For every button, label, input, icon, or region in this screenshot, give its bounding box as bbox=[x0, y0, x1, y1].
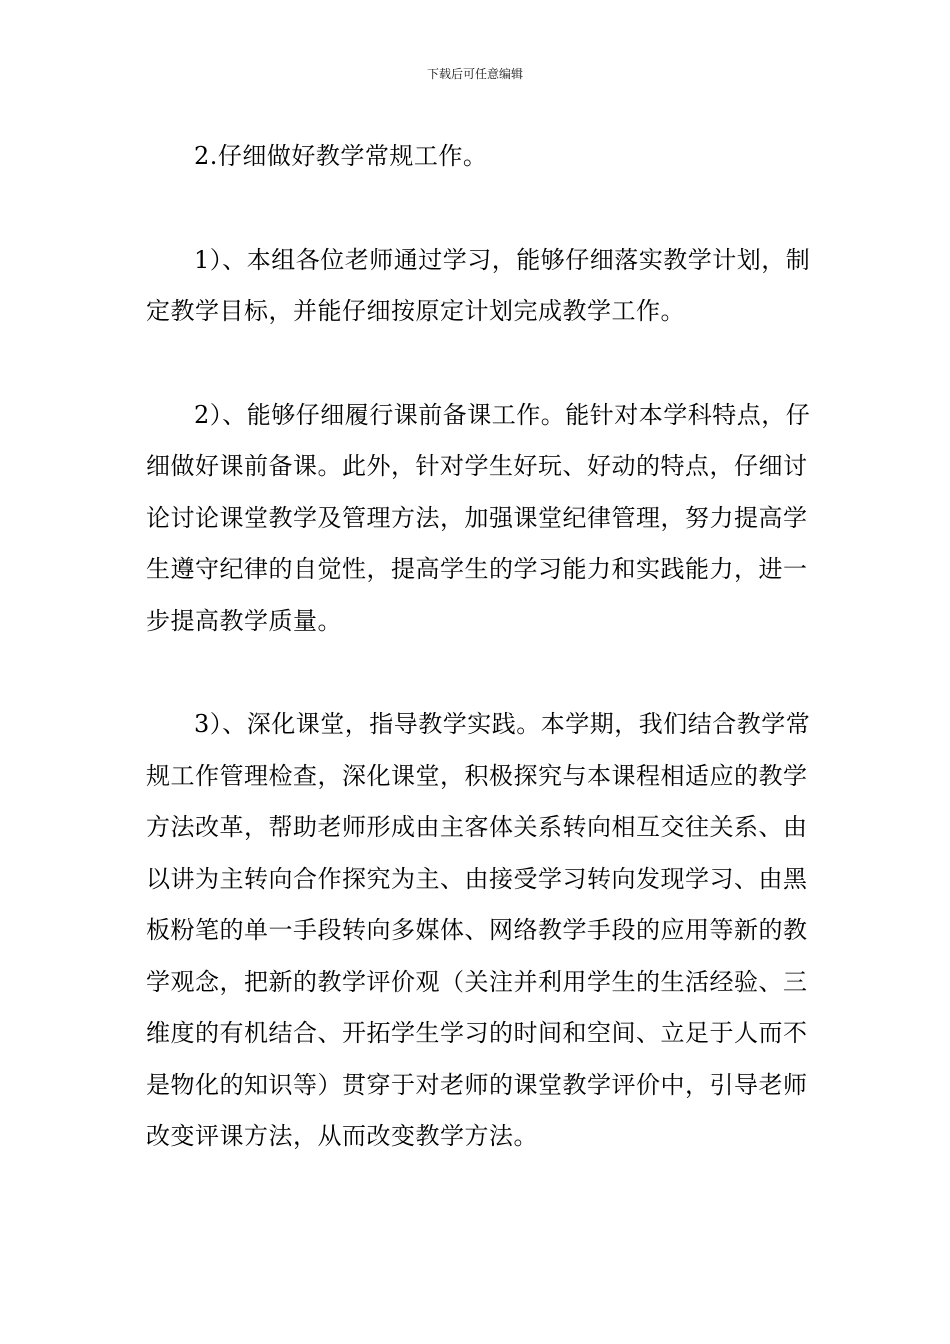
document-body bbox=[146, 131, 826, 1163]
header-note: 下载后可任意编辑 bbox=[426, 67, 523, 81]
paragraph-2: 2）、能够仔细履行课前备课工作。能针对本学科特点，仔细做好课前备课。此外，针对学生好玩、好动的特点，仔细讨论讨论课堂教学及管理方法，加强课堂纪律管理，努力提高学生遵守纪律的自觉性，提高学生的学习能力和实践能力，进一步提高教学质量。 bbox=[146, 400, 811, 635]
paragraph-3: 3）、深化课堂，指导教学实践。本学期，我们结合教学常规工作管理检查，深化课堂，积极探究与本课程相适应的教学方法改革，帮助老师形成由主客体关系转向相互交往关系、由以讲为主转向合作探究为主、由接受学习转向发现学习、由黑板粉笔的单一手段转向多媒体、网络教学手段的应用等新的教学观念，把新的教学评价观（关注并利用学生的生活经验、三维度的有机结合、开拓学生学习的时间和空间、立足于人而不是物化的知识等）贯穿于对老师的课堂教学评价中，引导老师改变评课方法，从而改变教学方法。 bbox=[146, 710, 811, 1150]
paragraph-1: 1）、本组各位老师通过学习，能够仔细落实教学计划，制定教学目标，并能仔细按原定计划完成教学工作。 bbox=[146, 245, 811, 325]
section-heading: 2.仔细做好教学常规工作。 bbox=[194, 142, 488, 170]
